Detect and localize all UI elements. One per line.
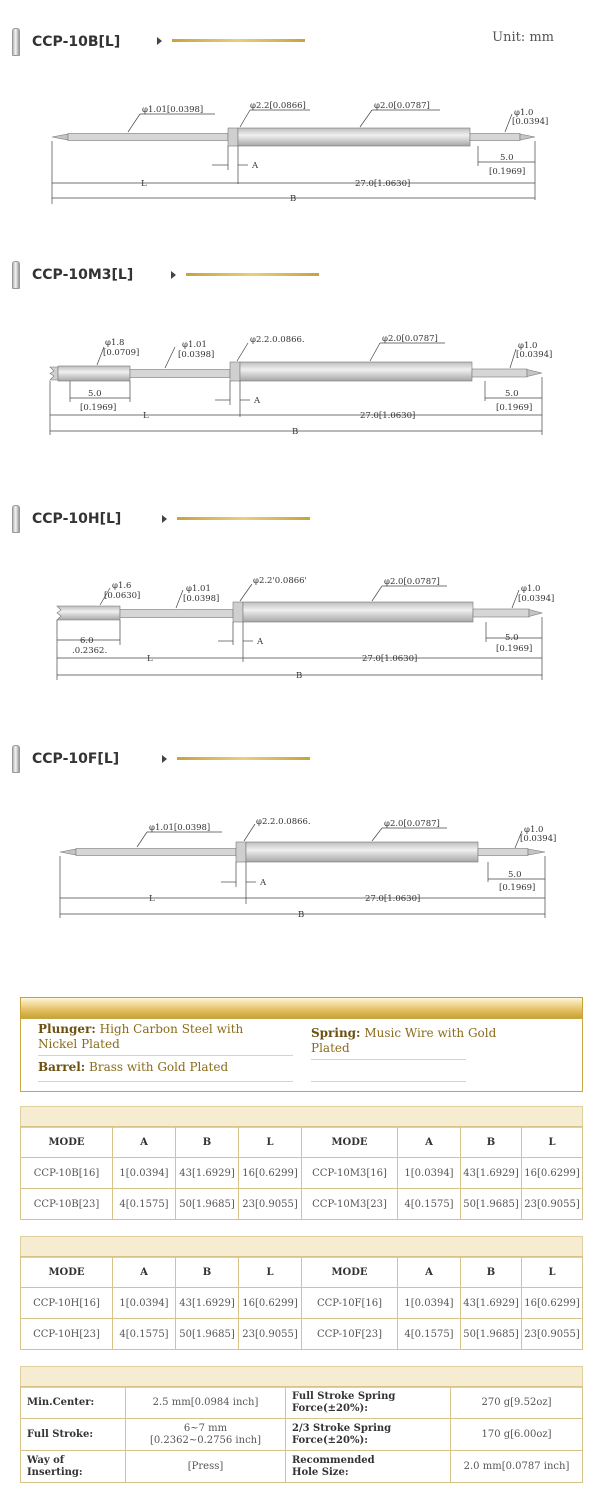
dim-barrel-dia: φ2.0[0.0787] [382,334,438,344]
barrel-material [38,1060,298,1075]
dim-plunger-dia: φ1.01[0.0398] [149,823,211,833]
dim-a: A [257,637,264,647]
dim-tip-dia-inch: [0.0394] [520,834,557,844]
table-row [21,1319,583,1350]
plunger-value: High Carbon Steel with [99,1022,244,1036]
label-line: Full Stroke Spring [292,1390,396,1402]
two-third-force-label [286,1419,451,1451]
col-header: MODE [302,1257,398,1288]
table-cell: 43[1.6929] [176,1288,239,1319]
product-section-f [0,740,600,940]
table-cell: 16[0.6299] [239,1158,302,1189]
label-line: Way of [27,1454,65,1466]
dim-plunger-dia: φ1.01[0.0398] [142,105,204,115]
table-cell: 1[0.0394] [113,1288,176,1319]
table-cell: 43[1.6929] [461,1288,522,1319]
table-row [21,1419,583,1451]
table-cell: 1[0.0394] [398,1288,461,1319]
divider [38,1055,293,1056]
table-cell: 4[0.1575] [398,1319,461,1350]
table-row [21,1451,583,1483]
label-line: Force(±20%): [292,1434,368,1446]
dim-plunger-dia-inch: [0.0398] [178,350,215,360]
table-row [21,1158,583,1189]
table-row [21,1387,583,1419]
unit-label: Unit: mm [492,30,554,45]
table-cell: 43[1.6929] [461,1158,522,1189]
table-cell: 4[0.1575] [398,1189,461,1220]
table-header-band [20,1366,583,1388]
col-header: A [398,1127,461,1158]
table-cell: CCP-10F[23] [302,1319,398,1350]
dim-l: L [147,654,153,664]
table-cell: 50[1.9685] [461,1319,522,1350]
table-header-row [21,1127,583,1158]
spring-material [311,1026,551,1056]
product-title: CCP-10B[L] [32,34,121,50]
dim-tip-length-inch: [0.1969] [496,403,533,413]
barrel-label: Barrel: [38,1060,86,1074]
dim-tip-length-inch: [0.1969] [489,167,526,177]
col-header: A [113,1127,176,1158]
two-third-force-value: 170 g[6.00oz] [451,1419,583,1451]
table-row [21,1288,583,1319]
dim-tip-length: 5.0 [505,389,519,399]
table-cell: 1[0.0394] [113,1158,176,1189]
table-cell: CCP-10F[16] [302,1288,398,1319]
product-title: CCP-10M3[L] [32,267,134,283]
table-cell: 23[0.9055] [239,1189,302,1220]
col-header: A [398,1257,461,1288]
dim-barrel-head-dia: φ2.2.0.0866. [250,335,305,345]
table-cell: CCP-10B[23] [21,1189,113,1220]
spec-table-1 [20,1126,583,1220]
table-cell: 43[1.6929] [176,1158,239,1189]
col-header: MODE [21,1127,113,1158]
dim-head-length-inch: .0.2362. [72,646,108,656]
value-line: 6~7 mm [183,1422,228,1434]
table-cell: 4[0.1575] [113,1319,176,1350]
full-stroke-label: Full Stroke: [21,1419,126,1451]
dim-barrel-dia: φ2.0[0.0787] [384,819,440,829]
plunger-label: Plunger: [38,1022,96,1036]
spring-value: Music Wire with Gold [364,1026,497,1040]
dim-tip-dia-inch: [0.0394] [516,350,553,360]
label-line: Inserting: [27,1466,83,1478]
col-header: A [113,1257,176,1288]
dim-plunger-dia: φ1.01 [182,340,207,350]
dim-barrel-dia: φ2.0[0.0787] [384,577,440,587]
table-header-band [20,1106,583,1128]
table-header-band [20,1236,583,1258]
table-cell: 50[1.9685] [176,1189,239,1220]
dim-barrel-head-dia: φ2.2.0.0866. [256,817,311,827]
dim-l: L [141,179,147,189]
dim-b: B [292,427,299,437]
dim-tip-dia: φ1.0 [514,108,534,118]
dim-a: A [254,396,261,406]
col-header: L [239,1257,302,1288]
table-cell: 1[0.0394] [398,1158,461,1189]
table-cell: 4[0.1575] [113,1189,176,1220]
col-header: L [522,1127,583,1158]
col-header: B [176,1257,239,1288]
col-header: B [176,1127,239,1158]
dim-a: A [252,161,259,171]
table-cell: 50[1.9685] [176,1319,239,1350]
probe-drawing [0,500,600,700]
table-cell: CCP-10M3[23] [302,1189,398,1220]
col-header: MODE [21,1257,113,1288]
divider [38,1081,293,1082]
dim-b: B [296,671,303,681]
plunger-value-2: Nickel Plated [38,1037,120,1051]
dim-head-length-inch: [0.1969] [80,403,117,413]
inserting-label [21,1451,126,1483]
full-stroke-force-value: 270 g[9.52oz] [451,1387,583,1419]
dim-barrel-length: 27.0[1.0630] [360,411,416,421]
label-line: 2/3 Stroke Spring [292,1422,392,1434]
dim-barrel-dia: φ2.0[0.0787] [374,101,430,111]
dim-l: L [149,894,155,904]
table-cell: 23[0.9055] [522,1189,583,1220]
dim-head-length: 6.0 [80,636,94,646]
dim-head-dia: φ1.6 [112,581,132,591]
table-cell: 16[0.6299] [522,1288,583,1319]
full-stroke-force-label [286,1387,451,1419]
probe-drawing [0,740,600,940]
dim-head-dia-inch: [0.0709] [103,348,140,358]
table-cell: 50[1.9685] [461,1189,522,1220]
col-header: B [461,1127,522,1158]
hole-size-label [286,1451,451,1483]
spec-table-2 [20,1256,583,1350]
hole-size-value: 2.0 mm[0.0787 inch] [451,1451,583,1483]
probe-drawing [0,255,600,460]
dim-barrel-head-dia: φ2.2[0.0866] [250,101,306,111]
materials-box [20,1018,583,1092]
table-cell: CCP-10M3[16] [302,1158,398,1189]
full-stroke-value [126,1419,286,1451]
table-cell: CCP-10H[16] [21,1288,113,1319]
col-header: L [522,1257,583,1288]
label-line: Force(±20%): [292,1402,368,1414]
dim-tip-dia-inch: [0.0394] [518,594,555,604]
product-section-m3 [0,255,600,460]
col-header: MODE [302,1127,398,1158]
col-header: L [239,1127,302,1158]
dim-plunger-dia: φ1.01 [186,584,211,594]
inserting-value: [Press] [126,1451,286,1483]
plunger-material [38,1022,288,1052]
dim-barrel-head-dia: φ2.2'0.0866' [253,576,307,586]
dim-head-dia: φ1.8 [105,338,125,348]
dim-b: B [298,910,305,920]
dim-l: L [143,411,149,421]
spring-value-2: Plated [311,1041,350,1055]
min-center-label: Min.Center: [21,1387,126,1419]
probe-drawing [0,0,600,230]
table-cell: CCP-10H[23] [21,1319,113,1350]
dim-tip-dia: φ1.0 [521,584,541,594]
table-header-row [21,1257,583,1288]
dim-plunger-dia-inch: [0.0398] [183,594,220,604]
table-cell: 23[0.9055] [522,1319,583,1350]
dim-tip-length-inch: [0.1969] [496,644,533,654]
spring-label: Spring: [311,1026,361,1040]
label-line: Recommended [292,1454,375,1466]
materials-header-bar [20,997,583,1019]
label-line: Hole Size: [292,1466,349,1478]
dim-tip-length-inch: [0.1969] [499,883,536,893]
dim-tip-dia: φ1.0 [518,341,538,351]
dim-head-length: 5.0 [88,389,102,399]
dim-barrel-length: 27.0[1.0630] [362,654,418,664]
product-section-h [0,500,600,700]
divider [311,1081,466,1082]
table-cell: 16[0.6299] [522,1158,583,1189]
dim-tip-length: 5.0 [508,870,522,880]
product-section-b [0,0,600,230]
product-title: CCP-10H[L] [32,511,122,527]
dim-tip-length: 5.0 [505,633,519,643]
stroke-force-table [20,1386,583,1483]
table-cell: CCP-10B[16] [21,1158,113,1189]
dim-tip-length: 5.0 [500,153,514,163]
product-title: CCP-10F[L] [32,751,120,767]
dim-b: B [290,194,297,204]
table-row [21,1189,583,1220]
divider [311,1059,466,1060]
col-header: B [461,1257,522,1288]
dim-barrel-length: 27.0[1.0630] [355,179,411,189]
min-center-value: 2.5 mm[0.0984 inch] [126,1387,286,1419]
dim-barrel-length: 27.0[1.0630] [365,894,421,904]
table-cell: 23[0.9055] [239,1319,302,1350]
value-line: [0.2362~0.2756 inch] [149,1434,262,1446]
barrel-value: Brass with Gold Plated [89,1060,229,1074]
table-cell: 16[0.6299] [239,1288,302,1319]
dim-a: A [260,878,267,888]
dim-tip-dia-inch: [0.0394] [512,117,549,127]
dim-head-dia-inch: [0.0630] [104,591,141,601]
dim-tip-dia: φ1.0 [524,825,544,835]
